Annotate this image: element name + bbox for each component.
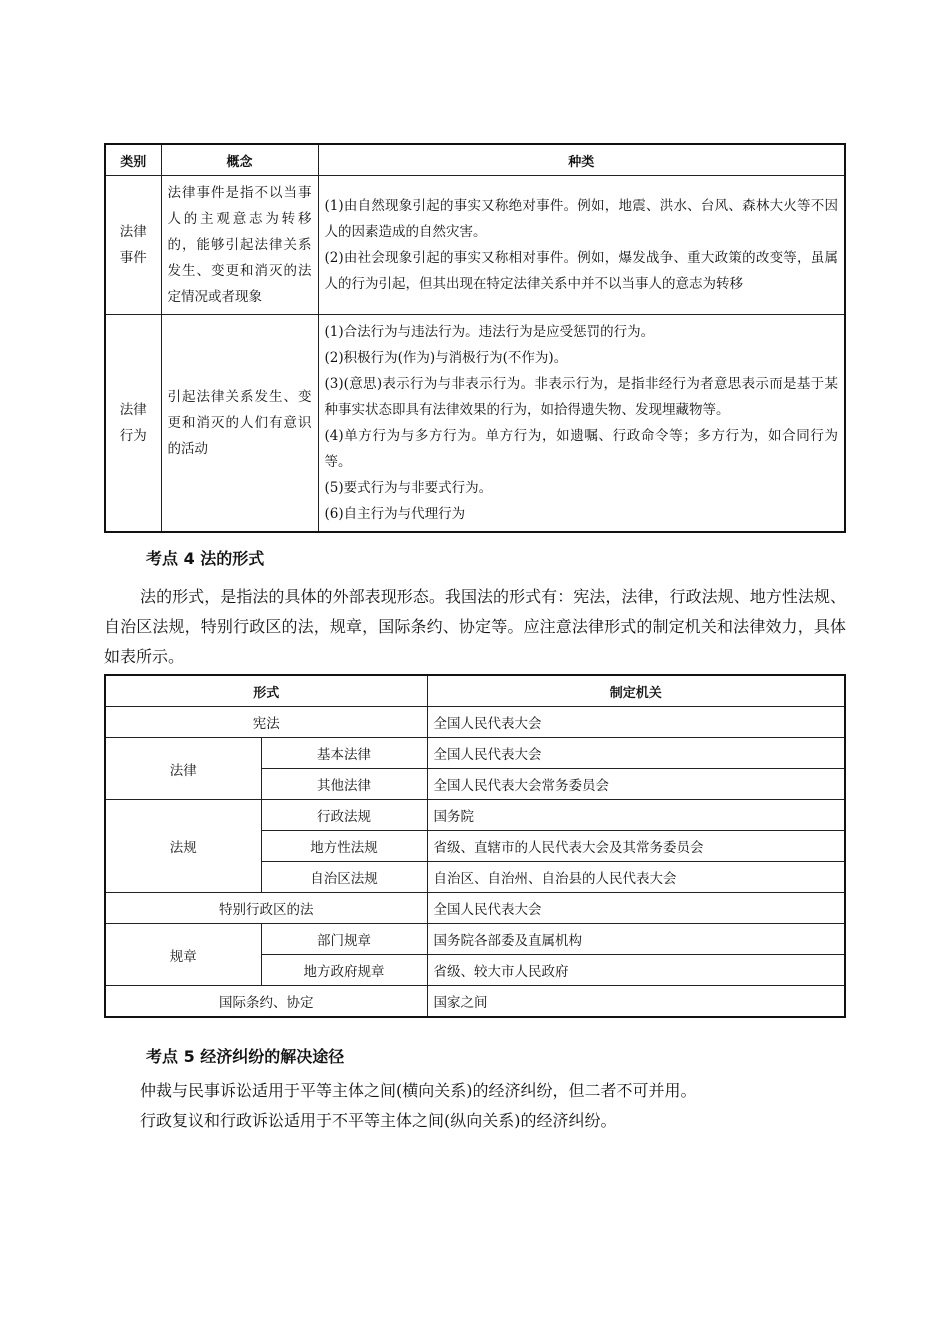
form-cell: 法律 xyxy=(105,738,261,800)
subform-cell: 自治区法规 xyxy=(261,862,427,893)
authority-cell: 省级、较大市人民政府 xyxy=(427,955,845,986)
kind-item: (4)单方行为与多方行为。单方行为，如遗嘱、行政命令等；多方行为，如合同行为等。 xyxy=(324,428,838,470)
section-4-heading: 考点 4 法的形式 xyxy=(146,549,265,568)
form-cell: 特别行政区的法 xyxy=(105,893,427,924)
form-cell: 规章 xyxy=(105,924,261,986)
table-row xyxy=(105,707,845,738)
subform-cell: 地方政府规章 xyxy=(261,955,427,986)
law-forms-table xyxy=(104,674,846,1018)
subform-cell: 基本法律 xyxy=(261,738,427,769)
table-row xyxy=(105,800,845,831)
legal-facts-table xyxy=(104,143,846,533)
table-row xyxy=(105,315,845,533)
header-kinds: 种类 xyxy=(318,144,845,176)
authority-cell: 自治区、自治州、自治县的人民代表大会 xyxy=(427,862,845,893)
kind-item: (1)合法行为与违法行为。违法行为是应受惩罚的行为。 xyxy=(324,324,655,340)
section-5-heading: 考点 5 经济纠纷的解决途径 xyxy=(146,1047,345,1066)
kind-item: (5)要式行为与非要式行为。 xyxy=(324,480,493,496)
subform-cell: 部门规章 xyxy=(261,924,427,955)
authority-cell: 国家之间 xyxy=(427,986,845,1018)
kinds-cell xyxy=(318,176,845,315)
table-header-row xyxy=(105,675,845,707)
section-4-paragraph xyxy=(104,582,846,672)
authority-cell: 全国人民代表大会 xyxy=(427,707,845,738)
category-cell xyxy=(105,176,161,315)
header-authority: 制定机关 xyxy=(427,675,845,707)
category-line: 法律 xyxy=(119,224,147,240)
category-line: 事件 xyxy=(119,250,147,266)
table-row xyxy=(105,738,845,769)
subform-cell: 行政法规 xyxy=(261,800,427,831)
authority-cell: 国务院 xyxy=(427,800,845,831)
subform-cell: 地方性法规 xyxy=(261,831,427,862)
kind-item: (2)由社会现象引起的事实又称相对事件。例如，爆发战争、重大政策的改变等，虽属人的行为引起，但其出现在特定法律关系中并不以当事人的意志为转移 xyxy=(324,250,838,292)
kind-item: (1)由自然现象引起的事实又称绝对事件。例如，地震、洪水、台风、森林大火等不因人的因素造成的自然灾害。 xyxy=(324,198,838,240)
header-concept: 概念 xyxy=(161,144,318,176)
subform-cell: 其他法律 xyxy=(261,769,427,800)
table-row xyxy=(105,924,845,955)
form-cell: 国际条约、协定 xyxy=(105,986,427,1018)
authority-cell: 全国人民代表大会 xyxy=(427,893,845,924)
section-5-line: 行政复议和行政诉讼适用于不平等主体之间(纵向关系)的经济纠纷。 xyxy=(140,1111,617,1130)
table-row xyxy=(105,893,845,924)
table-row xyxy=(105,986,845,1018)
kind-item: (3)(意思)表示行为与非表示行为。非表示行为，是指非经行为者意思表示而是基于某种事实状态即具有法律效果的行为，如拾得遗失物、发现埋藏物等。 xyxy=(324,376,838,418)
kinds-cell xyxy=(318,315,845,533)
authority-cell: 全国人民代表大会 xyxy=(427,738,845,769)
authority-cell: 全国人民代表大会常务委员会 xyxy=(427,769,845,800)
category-line: 法律 xyxy=(119,402,147,418)
authority-cell: 省级、直辖市的人民代表大会及其常务委员会 xyxy=(427,831,845,862)
concept-cell: 引起法律关系发生、变更和消灭的人们有意识的活动 xyxy=(161,315,318,533)
authority-cell: 国务院各部委及直属机构 xyxy=(427,924,845,955)
form-cell: 法规 xyxy=(105,800,261,893)
form-cell: 宪法 xyxy=(105,707,427,738)
category-line: 行为 xyxy=(119,428,147,444)
header-form: 形式 xyxy=(105,675,427,707)
kind-item: (6)自主行为与代理行为 xyxy=(324,506,466,522)
header-category: 类别 xyxy=(105,144,161,176)
paragraph-text: 法的形式，是指法的具体的外部表现形态。我国法的形式有：宪法，法律，行政法规、地方性法规、自治区法规，特别行政区的法，规章，国际条约、协定等。应注意法律形式的制定机关和法律效力，具体如表所示。 xyxy=(104,587,846,666)
kind-item: (2)积极行为(作为)与消极行为(不作为)。 xyxy=(324,350,568,366)
table-row xyxy=(105,176,845,315)
section-5-line: 仲裁与民事诉讼适用于平等主体之间(横向关系)的经济纠纷，但二者不可并用。 xyxy=(140,1081,697,1100)
table-header-row xyxy=(105,144,845,176)
category-cell xyxy=(105,315,161,533)
concept-cell: 法律事件是指不以当事人的主观意志为转移的，能够引起法律关系发生、变更和消灭的法定情况或者现象 xyxy=(161,176,318,315)
